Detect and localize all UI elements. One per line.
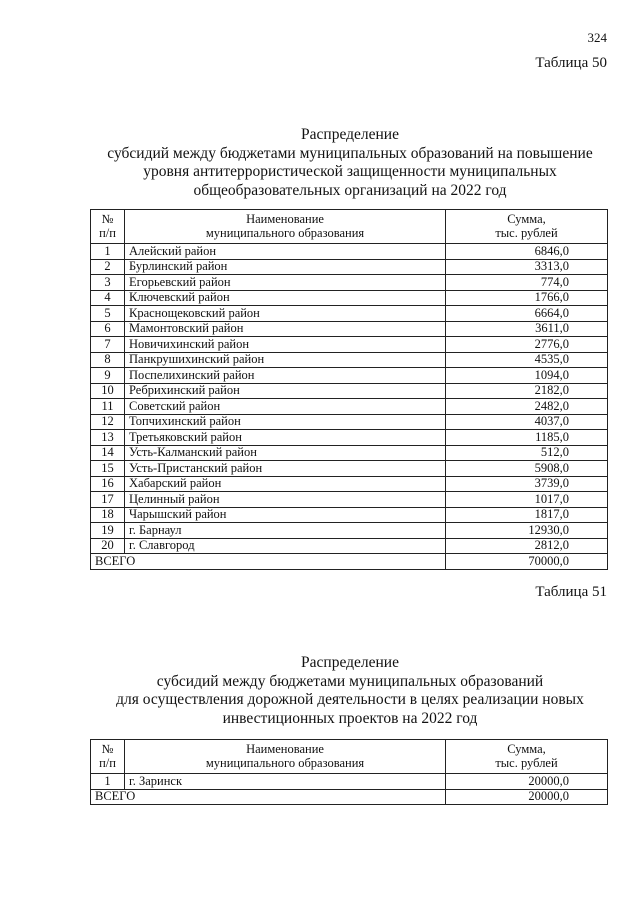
row-name: Мамонтовский район <box>125 321 446 337</box>
row-amount: 1017,0 <box>446 492 608 508</box>
total-label: ВСЕГО <box>91 554 446 570</box>
table-50-title-line: уровня антитеррористической защищенности муниципальных <box>143 163 557 180</box>
table-50 <box>90 209 608 570</box>
table-row <box>91 352 608 368</box>
col-header-amount: Сумма, тыс. рублей <box>446 740 608 774</box>
table-row <box>91 430 608 446</box>
table-51-title-line: субсидий между бюджетами муниципальных образований <box>156 672 544 690</box>
row-amount: 4037,0 <box>446 414 608 430</box>
row-name: Поспелихинский район <box>125 368 446 384</box>
row-name: г. Барнаул <box>125 523 446 539</box>
col-header-number: № п/п <box>91 740 125 774</box>
row-number: 19 <box>91 523 125 539</box>
row-amount: 3739,0 <box>446 476 608 492</box>
table-row <box>91 306 608 322</box>
row-number: 1 <box>91 244 125 260</box>
table-row <box>91 259 608 275</box>
table-row <box>91 476 608 492</box>
row-amount: 2812,0 <box>446 538 608 554</box>
table-row <box>91 368 608 384</box>
row-number: 4 <box>91 290 125 306</box>
row-number: 11 <box>91 399 125 415</box>
col-header-name: Наименование муниципального образования <box>125 210 446 244</box>
table-50-title-line: Распределение <box>301 126 399 143</box>
total-amount: 20000,0 <box>446 789 608 805</box>
table-header-row <box>91 210 608 244</box>
col-header-number: № п/п <box>91 210 125 244</box>
row-amount: 6664,0 <box>446 306 608 322</box>
table-row <box>91 414 608 430</box>
row-name: Ребрихинский район <box>125 383 446 399</box>
table-total-row <box>91 554 608 570</box>
table-50-title-line: общеобразовательных организаций на 2022 год <box>193 181 507 199</box>
row-name: Усть-Пристанский район <box>125 461 446 477</box>
table-51-title-line: инвестиционных проектов на 2022 год <box>222 709 478 727</box>
table-51-label: Таблица 51 <box>535 584 607 600</box>
table-row <box>91 461 608 477</box>
row-number: 8 <box>91 352 125 368</box>
row-name: Новичихинский район <box>125 337 446 353</box>
row-name: Топчихинский район <box>125 414 446 430</box>
row-name: Панкрушихинский район <box>125 352 446 368</box>
row-amount: 3313,0 <box>446 259 608 275</box>
table-row <box>91 399 608 415</box>
row-amount: 1094,0 <box>446 368 608 384</box>
row-name: Советский район <box>125 399 446 415</box>
row-amount: 6846,0 <box>446 244 608 260</box>
row-number: 12 <box>91 414 125 430</box>
row-number: 1 <box>91 774 125 790</box>
row-number: 2 <box>91 259 125 275</box>
table-row <box>91 275 608 291</box>
row-number: 9 <box>91 368 125 384</box>
row-name: г. Заринск <box>125 774 446 790</box>
row-name: Чарышский район <box>125 507 446 523</box>
row-number: 20 <box>91 538 125 554</box>
table-row <box>91 244 608 260</box>
table-row <box>91 337 608 353</box>
row-number: 7 <box>91 337 125 353</box>
row-number: 5 <box>91 306 125 322</box>
table-row <box>91 523 608 539</box>
table-row <box>91 290 608 306</box>
table-50-label: Таблица 50 <box>535 55 607 71</box>
total-amount: 70000,0 <box>446 554 608 570</box>
row-name: Ключевский район <box>125 290 446 306</box>
table-51-title-line: Распределение <box>301 654 399 671</box>
row-number: 3 <box>91 275 125 291</box>
table-row <box>91 492 608 508</box>
table-51 <box>90 739 608 805</box>
table-row <box>91 507 608 523</box>
row-amount: 20000,0 <box>446 774 608 790</box>
row-amount: 4535,0 <box>446 352 608 368</box>
total-label: ВСЕГО <box>91 789 446 805</box>
row-amount: 774,0 <box>446 275 608 291</box>
row-name: Усть-Калманский район <box>125 445 446 461</box>
row-amount: 1817,0 <box>446 507 608 523</box>
page-number: 324 <box>587 30 607 45</box>
row-number: 15 <box>91 461 125 477</box>
row-amount: 1185,0 <box>446 430 608 446</box>
row-number: 10 <box>91 383 125 399</box>
table-header-row <box>91 740 608 774</box>
table-row <box>91 383 608 399</box>
table-row <box>91 774 608 790</box>
table-51-title-line: для осуществления дорожной деятельности в целях реализации новых <box>116 691 584 708</box>
row-number: 6 <box>91 321 125 337</box>
row-number: 18 <box>91 507 125 523</box>
row-amount: 2482,0 <box>446 399 608 415</box>
row-amount: 1766,0 <box>446 290 608 306</box>
table-51-title <box>70 654 630 728</box>
row-name: Алейский район <box>125 244 446 260</box>
table-row <box>91 445 608 461</box>
row-amount: 2776,0 <box>446 337 608 353</box>
col-header-amount: Сумма, тыс. рублей <box>446 210 608 244</box>
row-name: Бурлинский район <box>125 259 446 275</box>
row-amount: 3611,0 <box>446 321 608 337</box>
row-amount: 512,0 <box>446 445 608 461</box>
row-number: 13 <box>91 430 125 446</box>
table-row <box>91 538 608 554</box>
row-name: Краснощековский район <box>125 306 446 322</box>
table-50-title <box>70 126 630 200</box>
table-50-title-line: субсидий между бюджетами муниципальных образований на повышение <box>107 144 593 162</box>
row-number: 14 <box>91 445 125 461</box>
table-total-row <box>91 789 608 805</box>
row-number: 17 <box>91 492 125 508</box>
row-name: Целинный район <box>125 492 446 508</box>
row-number: 16 <box>91 476 125 492</box>
row-amount: 2182,0 <box>446 383 608 399</box>
row-amount: 12930,0 <box>446 523 608 539</box>
row-amount: 5908,0 <box>446 461 608 477</box>
row-name: Хабарский район <box>125 476 446 492</box>
col-header-name: Наименование муниципального образования <box>125 740 446 774</box>
row-name: г. Славгород <box>125 538 446 554</box>
row-name: Третьяковский район <box>125 430 446 446</box>
row-name: Егорьевский район <box>125 275 446 291</box>
table-row <box>91 321 608 337</box>
